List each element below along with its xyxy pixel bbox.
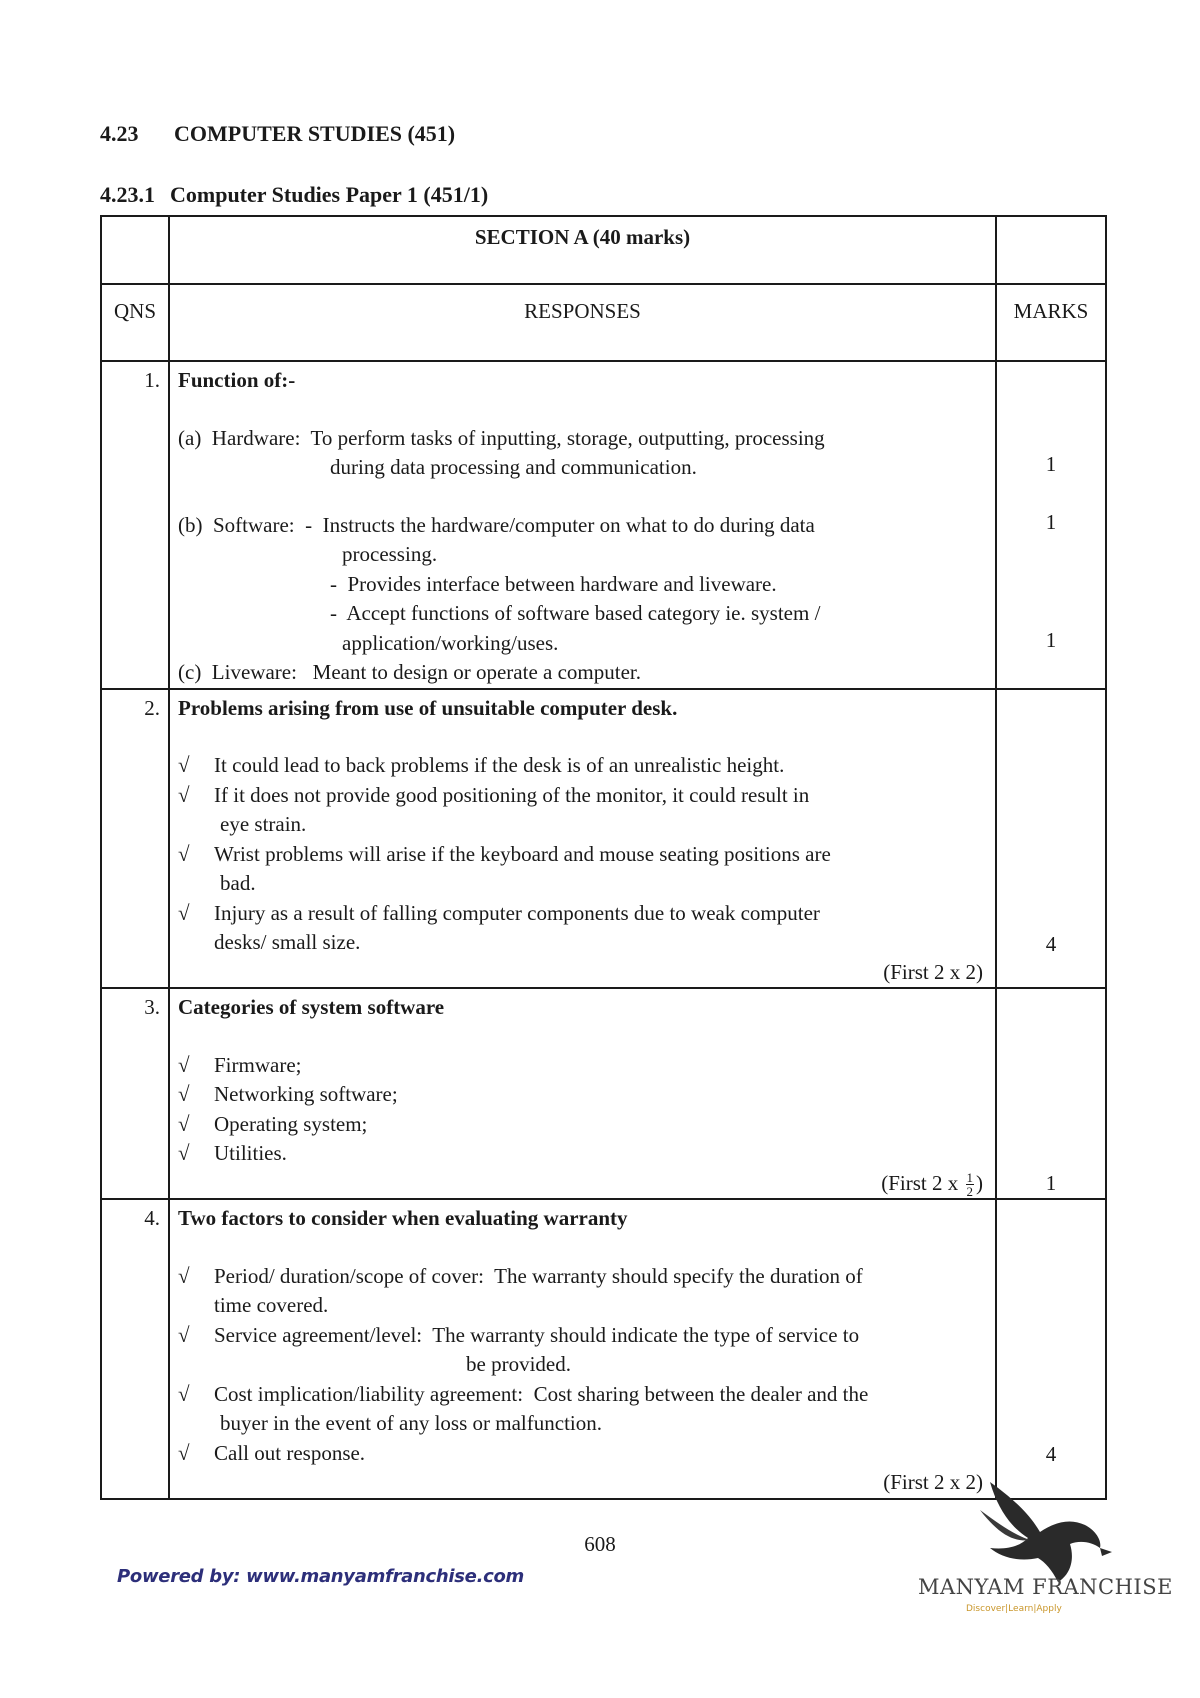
powered-by-link[interactable]: Powered by: www.manyamfranchise.com	[117, 1566, 525, 1587]
award-text: (First 2 x	[881, 1170, 959, 1195]
marks-cell	[996, 1199, 1106, 1499]
question-number: 2.	[101, 689, 169, 989]
response-line: be provided.	[466, 1352, 571, 1377]
response-line: bad.	[220, 871, 256, 895]
response-line: during data processing and communication.	[330, 455, 697, 479]
fraction-numerator: 1	[966, 1170, 973, 1186]
check-icon: √	[178, 1440, 190, 1465]
mark-value: 1	[1045, 452, 1057, 476]
response-line: Networking software;	[214, 1082, 398, 1106]
response-line: Wrist problems will arise if the keyboard and mouse seating positions are	[214, 841, 831, 866]
logo-tagline: Discover|Learn|Apply	[966, 1604, 1062, 1614]
mark-value: 1	[1045, 628, 1057, 652]
check-icon: √	[178, 753, 190, 777]
response-line: buyer in the event of any loss or malfunction.	[220, 1411, 602, 1436]
section-row	[101, 216, 1106, 284]
response-cell	[169, 689, 996, 989]
response-line: It could lead to back problems if the desk is of an unrealistic height.	[214, 753, 785, 777]
check-icon: √	[178, 782, 190, 807]
question-number: 3.	[101, 988, 169, 1199]
question-number: 4.	[101, 1199, 169, 1499]
response-line: (c) Liveware: Meant to design or operate a computer.	[178, 660, 641, 684]
logo-name: MANYAM FRANCHISE	[918, 1575, 1173, 1599]
response-line: Call out response.	[214, 1440, 366, 1465]
header-row	[101, 284, 1106, 361]
response-line: Injury as a result of falling computer components due to weak computer	[214, 900, 820, 925]
check-icon: √	[178, 1263, 190, 1288]
response-line: Cost implication/liability agreement: Cost sharing between the dealer and the	[214, 1381, 869, 1406]
subsection-title: Computer Studies Paper 1 (451/1)	[170, 182, 489, 207]
marks-cell	[996, 988, 1106, 1199]
page-number: 608	[584, 1532, 616, 1556]
response-cell	[169, 361, 996, 689]
marking-scheme-table	[100, 215, 1107, 1500]
table-row	[101, 988, 1106, 1199]
response-line: Firmware;	[214, 1052, 302, 1077]
response-line: application/working/uses.	[342, 630, 559, 655]
marks-cell	[996, 361, 1106, 689]
response-line: If it does not provide good positioning of the monitor, it could result in	[214, 782, 810, 807]
question-title: Problems arising from use of unsuitable computer desk.	[178, 695, 678, 720]
check-icon: √	[178, 1381, 190, 1406]
section-title: COMPUTER STUDIES (451)	[174, 121, 456, 146]
check-icon: √	[178, 841, 190, 866]
marks-cell	[996, 689, 1106, 989]
response-line: time covered.	[214, 1293, 329, 1318]
award-note: (First 2 x 2)	[883, 1470, 983, 1495]
award-text: )	[976, 1170, 983, 1195]
check-icon: √	[178, 1141, 190, 1165]
check-icon: √	[178, 1322, 190, 1347]
col-header-marks: MARKS	[996, 284, 1106, 361]
col-header-qns: QNS	[101, 284, 169, 361]
response-line: Period/ duration/scope of cover: The warranty should specify the duration of	[214, 1263, 863, 1288]
section-label: SECTION A (40 marks)	[169, 216, 996, 284]
check-icon: √	[178, 1082, 190, 1106]
award-note: (First 2 x 2)	[883, 959, 983, 984]
question-number: 1.	[101, 361, 169, 689]
response-line: desks/ small size.	[214, 930, 361, 954]
table-row	[101, 689, 1106, 989]
section-heading	[100, 121, 455, 147]
mark-value: 4	[1045, 1442, 1057, 1467]
response-cell	[169, 988, 996, 1199]
response-line: - Accept functions of software based category ie. system /	[330, 601, 821, 625]
section-number: 4.23	[100, 121, 139, 146]
award-note	[178, 1169, 985, 1199]
col-header-responses: RESPONSES	[169, 284, 996, 361]
question-title: Two factors to consider when evaluating warranty	[178, 1206, 628, 1231]
response-line: Utilities.	[214, 1141, 287, 1165]
check-icon: √	[178, 1052, 190, 1077]
subsection-heading	[100, 182, 488, 208]
table-row	[101, 361, 1106, 689]
table-row	[101, 1199, 1106, 1499]
response-line: eye strain.	[220, 812, 307, 836]
fraction-denominator: 2	[966, 1184, 973, 1200]
response-line: (a) Hardware: To perform tasks of inputting, storage, outputting, processing	[178, 425, 825, 450]
response-line: Service agreement/level: The warranty should indicate the type of service to	[214, 1322, 860, 1347]
response-line: - Provides interface between hardware and liveware.	[330, 571, 777, 596]
mark-value: 1	[1045, 510, 1057, 534]
check-icon: √	[178, 900, 190, 925]
mark-value: 1	[1045, 1171, 1057, 1195]
subsection-number: 4.23.1	[100, 182, 155, 207]
check-icon: √	[178, 1111, 190, 1136]
response-line: (b) Software: - Instructs the hardware/computer on what to do during data	[178, 512, 815, 537]
response-line: processing.	[342, 542, 438, 566]
mark-value: 4	[1045, 931, 1057, 956]
fraction	[966, 1171, 975, 1198]
response-cell	[169, 1199, 996, 1499]
question-title: Function of:-	[178, 368, 296, 392]
question-title: Categories of system software	[178, 995, 445, 1019]
response-line: Operating system;	[214, 1111, 368, 1136]
